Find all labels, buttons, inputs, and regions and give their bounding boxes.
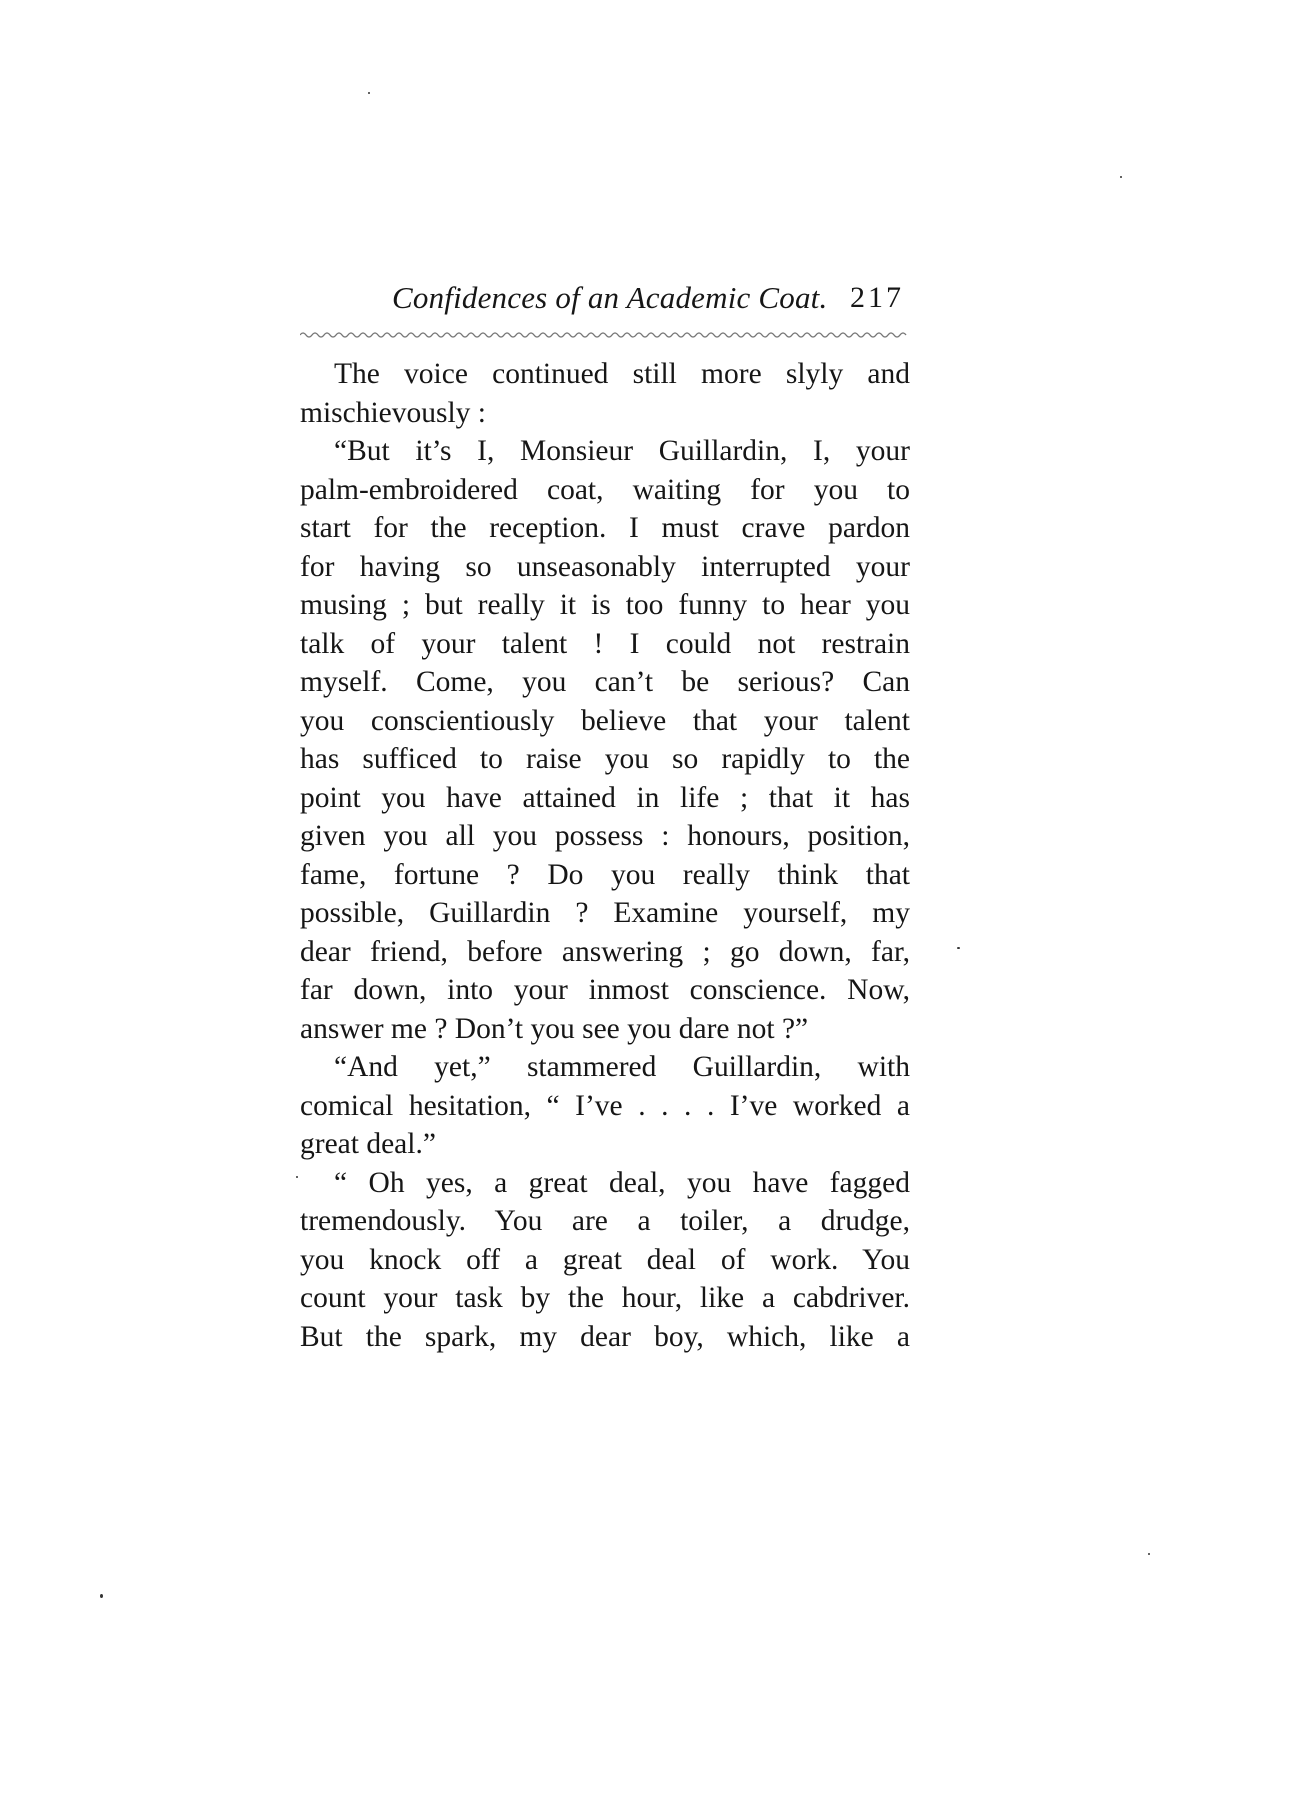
- running-title: Confidences of an Academic Coat.: [392, 280, 828, 315]
- text-line: The voice continued still more slyly and: [334, 358, 910, 390]
- text-line: far down, into your inmost conscience. Now,: [300, 974, 910, 1006]
- text-line: mischievously :: [300, 396, 487, 429]
- scan-speck: [1120, 176, 1122, 178]
- text-line: start for the reception. I must crave pardon: [300, 512, 910, 544]
- scan-speck: [957, 947, 960, 949]
- text-line: musing ; but really it is too funny to hear you: [300, 589, 910, 621]
- text-line: dear friend, before answering ; go down, far,: [300, 935, 910, 968]
- text-line: myself. Come, you can’t be serious? Can: [300, 666, 910, 698]
- text-line: given you all you possess : honours, position,: [300, 820, 910, 852]
- text-line: you conscientiously believe that your talent: [300, 704, 910, 737]
- text-line: fame, fortune ? Do you really think that: [300, 858, 910, 891]
- text-line: count your task by the hour, like a cabdriver.: [300, 1282, 910, 1314]
- page-header: [300, 278, 910, 318]
- text-line: answer me ? Don’t you see you dare not ?”: [300, 1012, 809, 1045]
- scan-speck: [1148, 1553, 1150, 1555]
- text-line: “And yet,” stammered Guillardin, with: [334, 1051, 910, 1083]
- text-line: you knock off a great deal of work. You: [300, 1243, 910, 1276]
- text-line: has sufficed to raise you so rapidly to the: [300, 743, 910, 775]
- scan-speck: [368, 92, 370, 94]
- text-line: comical hesitation, “ I’ve . . . . I’ve worked a: [300, 1089, 910, 1122]
- body-text: [300, 355, 910, 1356]
- text-line: tremendously. You are a toiler, a drudge,: [300, 1205, 910, 1237]
- text-line: palm-embroidered coat, waiting for you to: [300, 473, 910, 506]
- text-line: for having so unseasonably interrupted your: [300, 550, 910, 583]
- text-line: “But it’s I, Monsieur Guillardin, I, your: [334, 435, 910, 467]
- text-line: “ Oh yes, a great deal, you have fagged: [334, 1166, 910, 1199]
- text-line: point you have attained in life ; that it has: [300, 781, 910, 814]
- text-line: possible, Guillardin ? Examine yourself, my: [300, 897, 910, 929]
- header-ornamental-rule: [300, 330, 910, 340]
- text-line: But the spark, my dear boy, which, like a: [300, 1320, 910, 1353]
- scan-speck: [296, 1176, 298, 1178]
- text-line: great deal.”: [300, 1128, 436, 1160]
- text-line: talk of your talent ! I could not restrain: [300, 627, 910, 660]
- scan-speck: [100, 1594, 103, 1598]
- page-number: 217: [850, 281, 904, 314]
